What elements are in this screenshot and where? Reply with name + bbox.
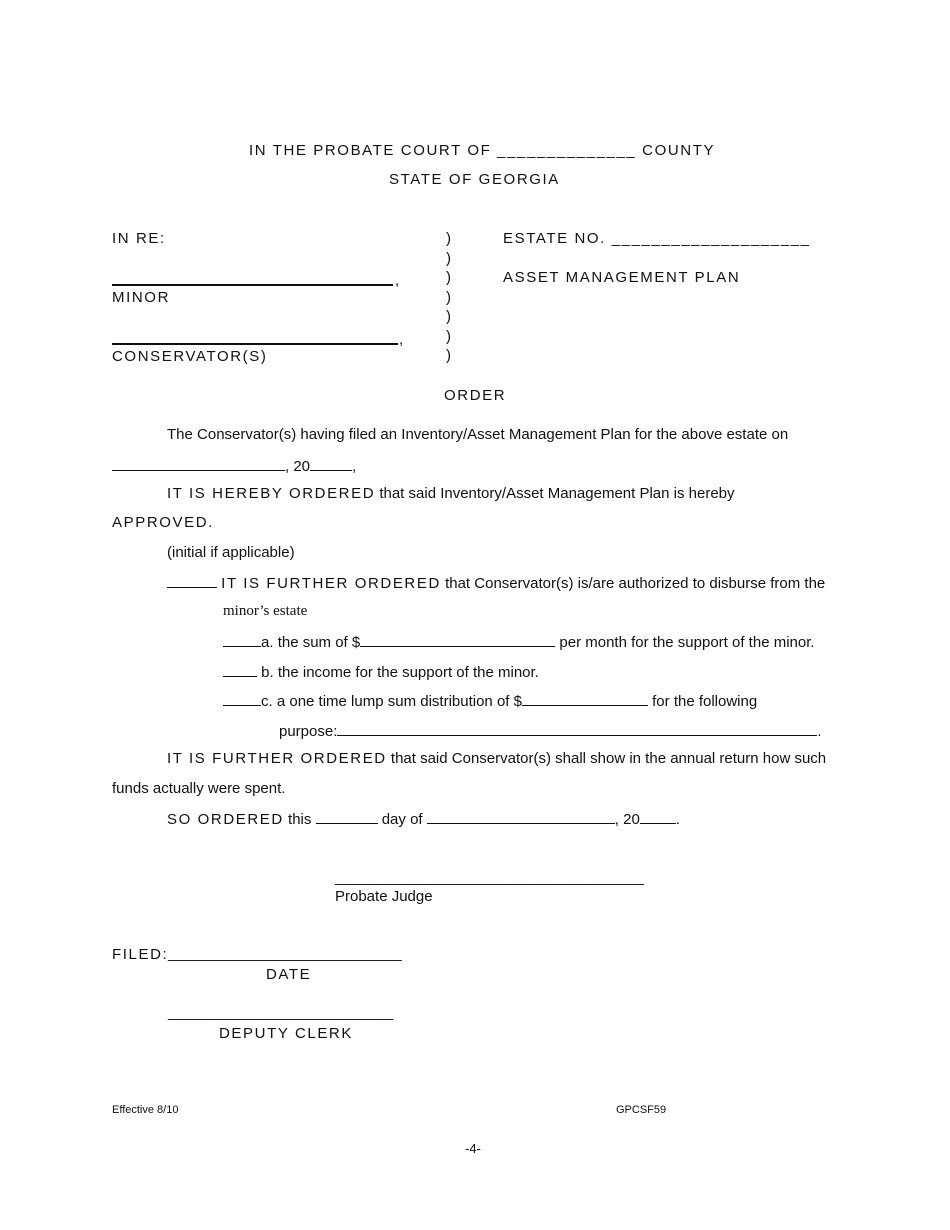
in-re-label: IN RE: (112, 230, 166, 247)
minor-label: MINOR (112, 289, 170, 306)
court-heading (249, 142, 715, 159)
funds-spent-text: funds actually were spent. (112, 780, 286, 797)
caption-paren: ) (446, 289, 451, 306)
item-a-rest: per month for the support of the minor. (559, 634, 815, 651)
so-ordered-caps: SO ORDERED (167, 811, 284, 828)
page-number: -4- (465, 1141, 481, 1156)
further-ordered-caps: IT IS FURTHER ORDERED (221, 575, 441, 592)
paragraph-annual-return (167, 750, 826, 767)
conservator-name-line (112, 343, 398, 345)
court-prefix: IN THE PROBATE COURT OF (249, 142, 492, 159)
caption-paren: ) (446, 250, 451, 267)
filed-label: FILED: (112, 946, 169, 963)
item-c-rest: for the following (652, 693, 758, 710)
clerk-signature-line: ___________________________ (168, 1004, 394, 1021)
purpose-end: . (817, 723, 822, 740)
judge-label: Probate Judge (335, 888, 433, 905)
filing-date-line (112, 456, 356, 475)
month-blank (427, 809, 615, 824)
item-c-text: a one time lump sum distribution of $ (276, 693, 522, 710)
disburse-text: that Conservator(s) is/are authorized to disburse from the (445, 575, 826, 592)
date-label: DATE (266, 966, 312, 983)
conservator-comma: , (399, 331, 404, 348)
caption-paren: ) (446, 230, 451, 247)
item-c-letter: c. (261, 693, 273, 710)
line-end-comma: , (352, 458, 357, 475)
form-code: GPCSF59 (616, 1104, 667, 1116)
item-b (223, 662, 539, 681)
so-year-blank (640, 809, 676, 824)
court-suffix: COUNTY (642, 142, 716, 159)
clerk-label: DEPUTY CLERK (219, 1025, 353, 1042)
caption-paren: ) (446, 269, 451, 286)
paragraph-approved (167, 485, 735, 502)
minors-estate-text: minor’s estate (223, 603, 308, 619)
so-year-prefix: , 20 (614, 811, 640, 828)
so-period: . (675, 811, 680, 828)
lump-sum-blank (522, 691, 648, 706)
so-ordered-line (167, 809, 680, 828)
filed-date-line: ____________________________ (168, 945, 402, 962)
annual-return-text: that said Conservator(s) shall show in the annual return how such (390, 750, 827, 767)
item-b-text: the income for the support of the minor. (277, 664, 539, 681)
item-a-letter: a. (261, 634, 274, 651)
order-title: ORDER (444, 387, 507, 404)
purpose-blank (337, 721, 817, 736)
minor-name-line (112, 284, 393, 286)
day-blank (316, 809, 378, 824)
hereby-ordered-text: that said Inventory/Asset Management Plan is hereby (379, 485, 735, 502)
filing-date-blank (112, 456, 285, 471)
further-ordered-caps-2: IT IS FURTHER ORDERED (167, 750, 387, 767)
item-a-text: the sum of $ (277, 634, 361, 651)
paragraph-filed-plan: The Conservator(s) having filed an Inventory/Asset Management Plan for the above estate on (167, 426, 789, 443)
item-b-letter: b. (261, 664, 274, 681)
item-c (223, 691, 757, 710)
purpose-label: purpose: (279, 723, 338, 740)
caption-paren: ) (446, 347, 451, 364)
item-c-initial-blank (223, 691, 261, 706)
monthly-amount-blank (360, 632, 555, 647)
so-this: this (288, 811, 312, 828)
approved-label: APPROVED. (112, 514, 214, 531)
filing-year-blank (310, 456, 352, 471)
purpose-line (279, 721, 822, 740)
caption-paren: ) (446, 308, 451, 325)
item-b-initial-blank (223, 662, 257, 677)
minor-comma: , (395, 272, 400, 289)
county-blank: ______________ (497, 142, 637, 159)
initial-note: (initial if applicable) (167, 544, 295, 561)
state-heading: STATE OF GEORGIA (389, 171, 560, 188)
paragraph-disburse (167, 573, 825, 592)
conservator-label: CONSERVATOR(S) (112, 348, 268, 365)
judge-signature-line: _____________________________________ (335, 869, 644, 886)
item-a-initial-blank (223, 632, 261, 647)
estate-number: ESTATE NO. ____________________ (503, 230, 811, 247)
hereby-ordered-caps: IT IS HEREBY ORDERED (167, 485, 376, 502)
year-prefix: , 20 (285, 458, 311, 475)
plan-title: ASSET MANAGEMENT PLAN (503, 269, 741, 286)
day-of: day of (381, 811, 423, 828)
initial-blank (167, 573, 217, 588)
item-a (223, 632, 815, 651)
caption-paren: ) (446, 328, 451, 345)
effective-date: Effective 8/10 (112, 1104, 179, 1116)
